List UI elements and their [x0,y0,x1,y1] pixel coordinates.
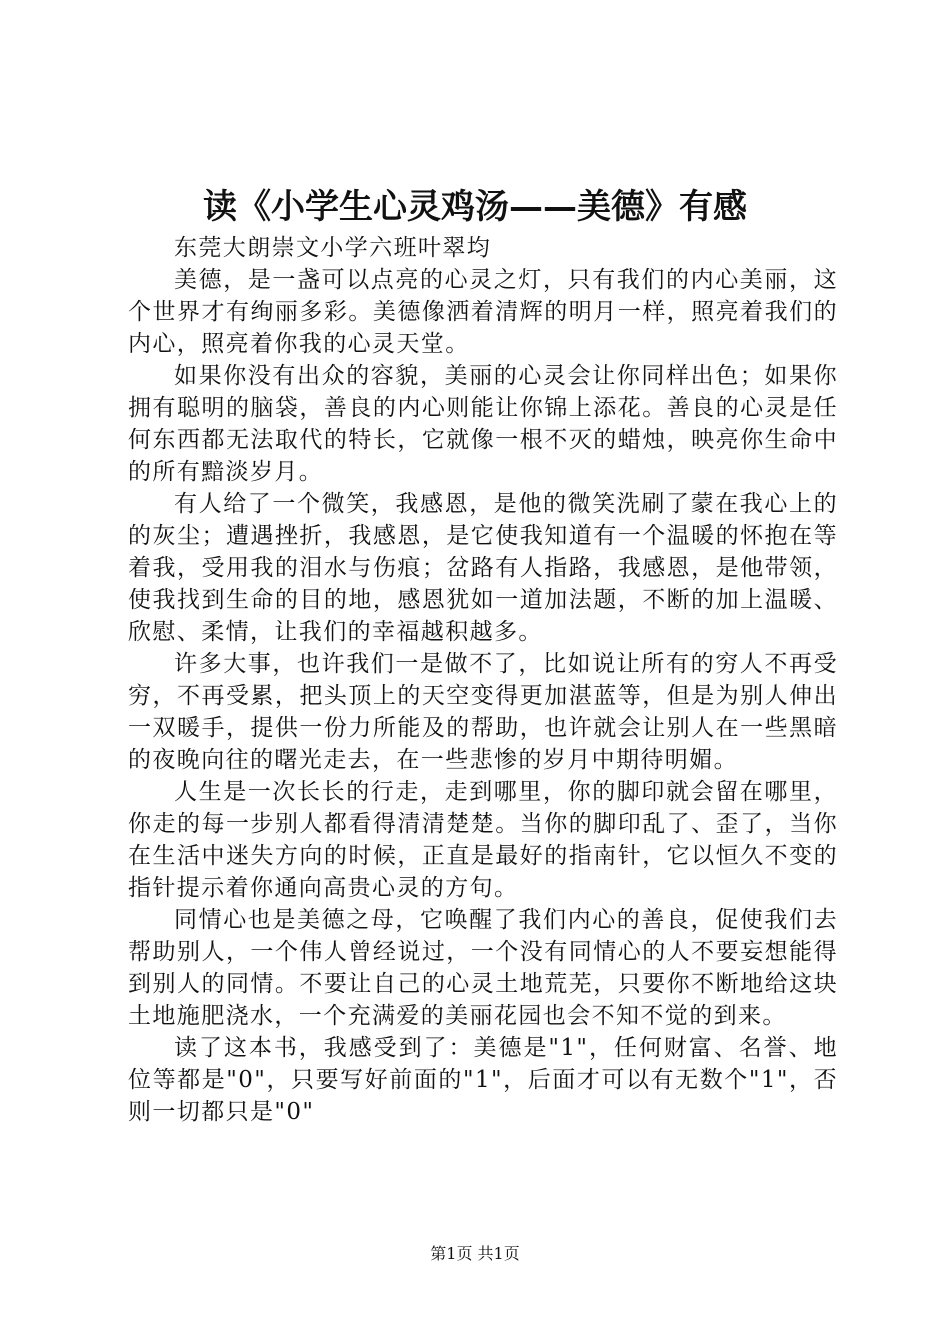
author-line: 东莞大朗崇文小学六班叶翠均 [174,235,492,261]
paragraph: 人生是一次长长的行走，走到哪里，你的脚印就会留在哪里，你走的每一步别人都看得清清楚楚。当你的脚印乱了、歪了，当你在生活中迷失方向的时候，正直是最好的指南针，它以恒久不变的指针提示着你通向高贵心灵的方句。 [128,779,838,901]
paragraph: 同情心也是美德之母，它唤醒了我们内心的善良，促使我们去帮助别人，一个伟人曾经说过，一个没有同情心的人不要妄想能得到别人的同情。不要让自己的心灵土地荒芜，只要你不断地给这块土地施肥浇水，一个充满爱的美丽花园也会不知不觉的到来。 [128,907,838,1029]
document-body [128,232,838,1128]
page-number-footer: 第1页 共1页 [430,1244,520,1263]
document-title: 读《小学生心灵鸡汤——美德》有感 [203,187,747,227]
paragraph: 读了这本书，我感受到了：美德是"1"，任何财富、名誉、地位等都是"0"，只要写好前面的"1"，后面才可以有无数个"1"，否则一切都只是"0" [128,1035,838,1125]
paragraph: 有人给了一个微笑，我感恩，是他的微笑洗刷了蒙在我心上的的灰尘；遭遇挫折，我感恩，是它使我知道有一个温暖的怀抱在等着我，受用我的泪水与伤痕；岔路有人指路，我感恩，是他带领，使我找到生命的目的地，感恩犹如一道加法题，不断的加上温暖、欣慰、柔情，让我们的幸福越积越多。 [128,491,838,645]
paragraph: 许多大事，也许我们一是做不了，比如说让所有的穷人不再受穷，不再受累，把头顶上的天空变得更加湛蓝等，但是为别人伸出一双暖手，提供一份力所能及的帮助，也许就会让别人在一些黑暗的夜晚向往的曙光走去，在一些悲惨的岁月中期待明媚。 [128,651,838,773]
paragraph: 如果你没有出众的容貌，美丽的心灵会让你同样出色；如果你拥有聪明的脑袋，善良的内心则能让你锦上添花。善良的心灵是任何东西都无法取代的特长，它就像一根不灭的蜡烛，映亮你生命中的所有黯淡岁月。 [128,363,838,485]
paragraph: 美德，是一盏可以点亮的心灵之灯，只有我们的内心美丽，这个世界才有绚丽多彩。美德像洒着清辉的明月一样，照亮着我们的内心，照亮着你我的心灵天堂。 [128,267,838,357]
